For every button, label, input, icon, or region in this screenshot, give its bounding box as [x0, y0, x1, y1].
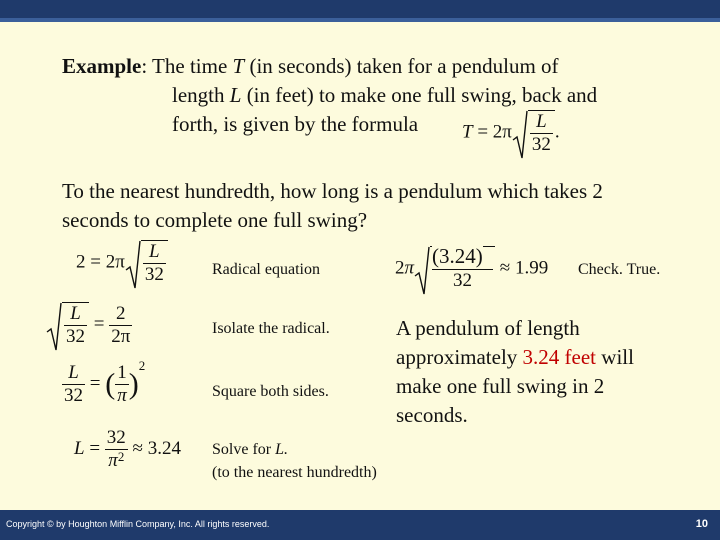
page-number: 10 — [695, 518, 708, 530]
check-substituted: (3.24) — [432, 244, 483, 268]
s2-sqrt — [46, 302, 89, 348]
formula-2pi: 2π — [492, 121, 512, 143]
s1-den: 32 — [144, 264, 164, 285]
example-text-b: (in seconds) taken for a pendulum of — [244, 54, 559, 78]
step4-label-b: (to the nearest hundredth) — [212, 464, 377, 481]
conclusion-line-3: make one full swing in 2 — [396, 374, 605, 398]
formula-T: T — [462, 121, 473, 143]
example-text: : The time — [141, 54, 233, 78]
s2-rnum: 2 — [109, 303, 132, 326]
formula-num: L — [530, 111, 553, 134]
chk-pi: π — [404, 257, 415, 279]
conclusion-line-4: seconds. — [396, 403, 468, 427]
step2-label: Isolate the radical. — [212, 320, 330, 337]
s4-exp: 2 — [117, 449, 125, 464]
example-line-2 — [172, 81, 597, 110]
chk-den: 32 — [453, 270, 473, 291]
step1-equation — [76, 240, 168, 286]
chk-approx: ≈ 1.99 — [499, 257, 549, 279]
formula-sqrt — [512, 110, 555, 156]
radical-sign — [414, 246, 430, 296]
check-label: Check. True. — [578, 261, 661, 278]
conclusion-c: will — [596, 345, 634, 369]
question-line-2: seconds to complete one full swing? — [62, 208, 368, 232]
copyright: Copyright © by Houghton Mifflin Company, Inc. All rights reserved. — [6, 519, 270, 529]
example-line-2a: length — [172, 83, 230, 107]
s4-result: ≈ 3.24 — [132, 437, 181, 459]
step4-label-a — [212, 439, 288, 461]
step4-equation — [74, 427, 181, 472]
example-line-1 — [62, 52, 559, 81]
conclusion-line-1: A pendulum of length — [396, 316, 580, 340]
step2-equation — [46, 302, 132, 348]
s2-num: L — [64, 303, 87, 326]
top-bar-stripe — [0, 18, 720, 22]
s3-num: L — [62, 362, 85, 385]
s4-pi: π — [108, 450, 118, 471]
formula-den: 32 — [531, 134, 551, 155]
formula-period: . — [554, 121, 560, 143]
s4-eq: = — [89, 437, 101, 459]
s3-exp: 2 — [138, 358, 146, 373]
step3-label: Square both sides. — [212, 383, 329, 400]
s1-num: L — [143, 241, 166, 264]
s1-sqrt — [125, 240, 168, 286]
s3-den: 32 — [64, 385, 83, 406]
chk-two: 2 — [395, 257, 405, 279]
s4-label-text: Solve for — [212, 441, 276, 458]
question-line-1: To the nearest hundredth, how long is a pendulum which takes 2 — [62, 179, 603, 203]
formula-eq: = — [477, 121, 489, 143]
radical-sign — [46, 302, 62, 352]
example-label: Example — [62, 54, 142, 78]
s3-eq: = — [89, 372, 101, 394]
s1-eq: = — [90, 251, 101, 273]
conclusion-line-2 — [396, 343, 634, 372]
formula — [462, 110, 560, 156]
conclusion-highlight: 3.24 feet — [522, 345, 597, 369]
s2-den: 32 — [66, 326, 85, 347]
footer-bar — [0, 510, 720, 540]
radical-sign — [125, 240, 141, 290]
step3-equation: $\frac{L}{32}$ = ( $\frac{1}{\pi}$ )$^2$ — [64, 358, 146, 406]
example-line-3: forth, is given by the formula — [172, 112, 419, 136]
var-T: T — [232, 54, 245, 78]
s3-rden: π — [117, 385, 127, 406]
s2-eq: = — [93, 313, 105, 335]
example-line-2b: (in feet) to make one full swing, back and — [241, 83, 598, 107]
s2-rden: 2π — [111, 325, 131, 347]
s1-2pi: 2π — [105, 251, 125, 273]
s4-label-var: L. — [275, 441, 289, 458]
radical-sign — [512, 110, 528, 160]
var-L: L — [229, 83, 242, 107]
s3-rnum: 1 — [115, 362, 129, 385]
s4-num: 32 — [106, 427, 126, 448]
s1-two: 2 — [76, 251, 86, 273]
top-bar — [0, 0, 720, 22]
step1-label: Radical equation — [212, 261, 320, 278]
s4-L: L — [74, 437, 85, 459]
conclusion-b: approximately — [396, 345, 523, 369]
